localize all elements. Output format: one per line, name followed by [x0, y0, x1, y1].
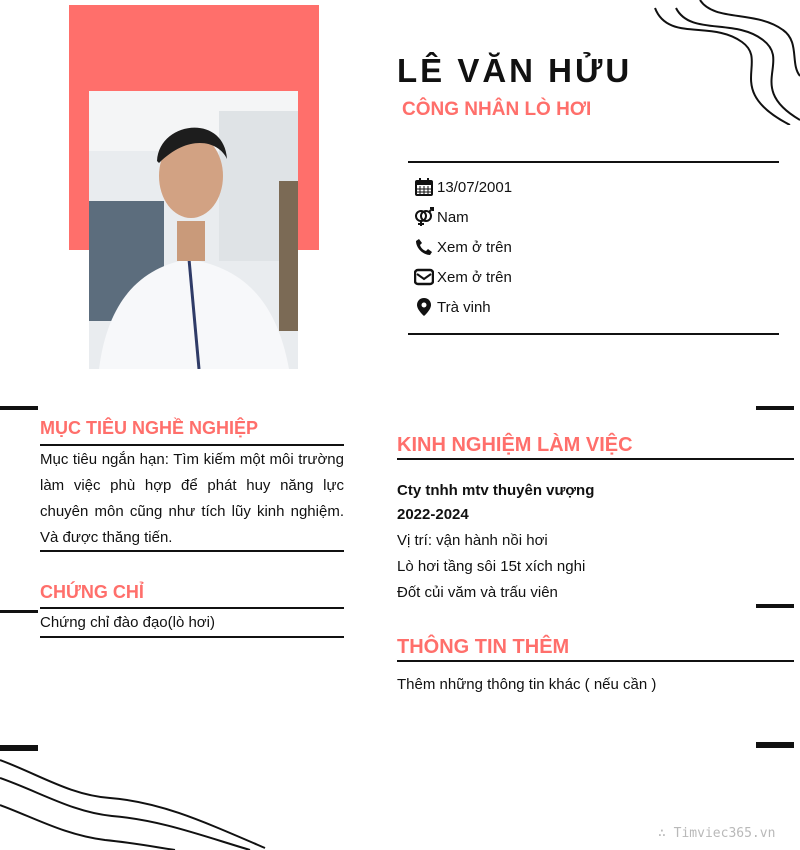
experience-period: 2022-2024 [397, 506, 469, 523]
decorative-waves-bottom [0, 750, 280, 850]
objective-heading: MỤC TIÊU NGHỀ NGHIỆP [40, 418, 259, 438]
experience-line: Vị trí: vận hành nồi hơi [397, 532, 548, 549]
profile-photo [89, 91, 298, 369]
contact-bottom-divider [408, 333, 779, 335]
watermark: ∴ Timviec365.vn [658, 826, 776, 841]
birthday-value: 13/07/2001 [437, 178, 513, 196]
objective-top-divider [40, 444, 344, 446]
edge-tick [0, 406, 38, 410]
phone-icon [413, 236, 435, 258]
email-value: Xem ở trên [437, 268, 512, 286]
gender-icon [413, 206, 435, 228]
address-row [413, 296, 491, 318]
experience-line: Lò hơi tầng sôi 15t xích nghi [397, 558, 586, 575]
certificates-heading: CHỨNG CHỈ [40, 582, 144, 602]
email-icon [413, 266, 435, 288]
gender-row [413, 206, 469, 228]
email-row [413, 266, 512, 288]
address-value: Trà vinh [437, 298, 491, 316]
edge-tick [756, 604, 794, 608]
edge-tick [756, 742, 794, 748]
job-title: CÔNG NHÂN LÒ HƠI [402, 99, 592, 120]
experience-heading: KINH NGHIỆM LÀM VIỆC [397, 434, 633, 456]
certificate-item: Chứng chỉ đào đạo(lò hơi) [40, 614, 215, 631]
edge-tick [0, 745, 38, 751]
experience-company: Cty tnhh mtv thuyên vượng [397, 482, 595, 499]
calendar-icon [413, 176, 435, 198]
gender-value: Nam [437, 208, 469, 226]
edge-tick [0, 610, 38, 613]
experience-line: Đốt củi văm và trấu viên [397, 584, 558, 601]
certificates-top-divider [40, 607, 344, 609]
phone-value: Xem ở trên [437, 238, 512, 256]
birthday-row [413, 176, 512, 198]
additional-heading: THÔNG TIN THÊM [397, 636, 570, 658]
phone-row [413, 236, 512, 258]
contact-top-divider [408, 161, 779, 163]
additional-divider [397, 660, 794, 662]
edge-tick [756, 406, 794, 410]
decorative-waves-top [640, 0, 800, 125]
certificates-bottom-divider [40, 636, 344, 638]
additional-text: Thêm những thông tin khác ( nếu cần ) [397, 676, 657, 693]
full-name: LÊ VĂN HỬU [397, 52, 633, 89]
objective-text: Mục tiêu ngắn hạn: Tìm kiếm một môi trường làm việc phù hợp để phát huy năng lực chuyên môn cũng như tích lũy kinh nghiệm. Và được thăng tiến. [40, 451, 344, 546]
location-icon [413, 296, 435, 318]
experience-divider [397, 458, 794, 460]
objective-bottom-divider [40, 550, 344, 552]
